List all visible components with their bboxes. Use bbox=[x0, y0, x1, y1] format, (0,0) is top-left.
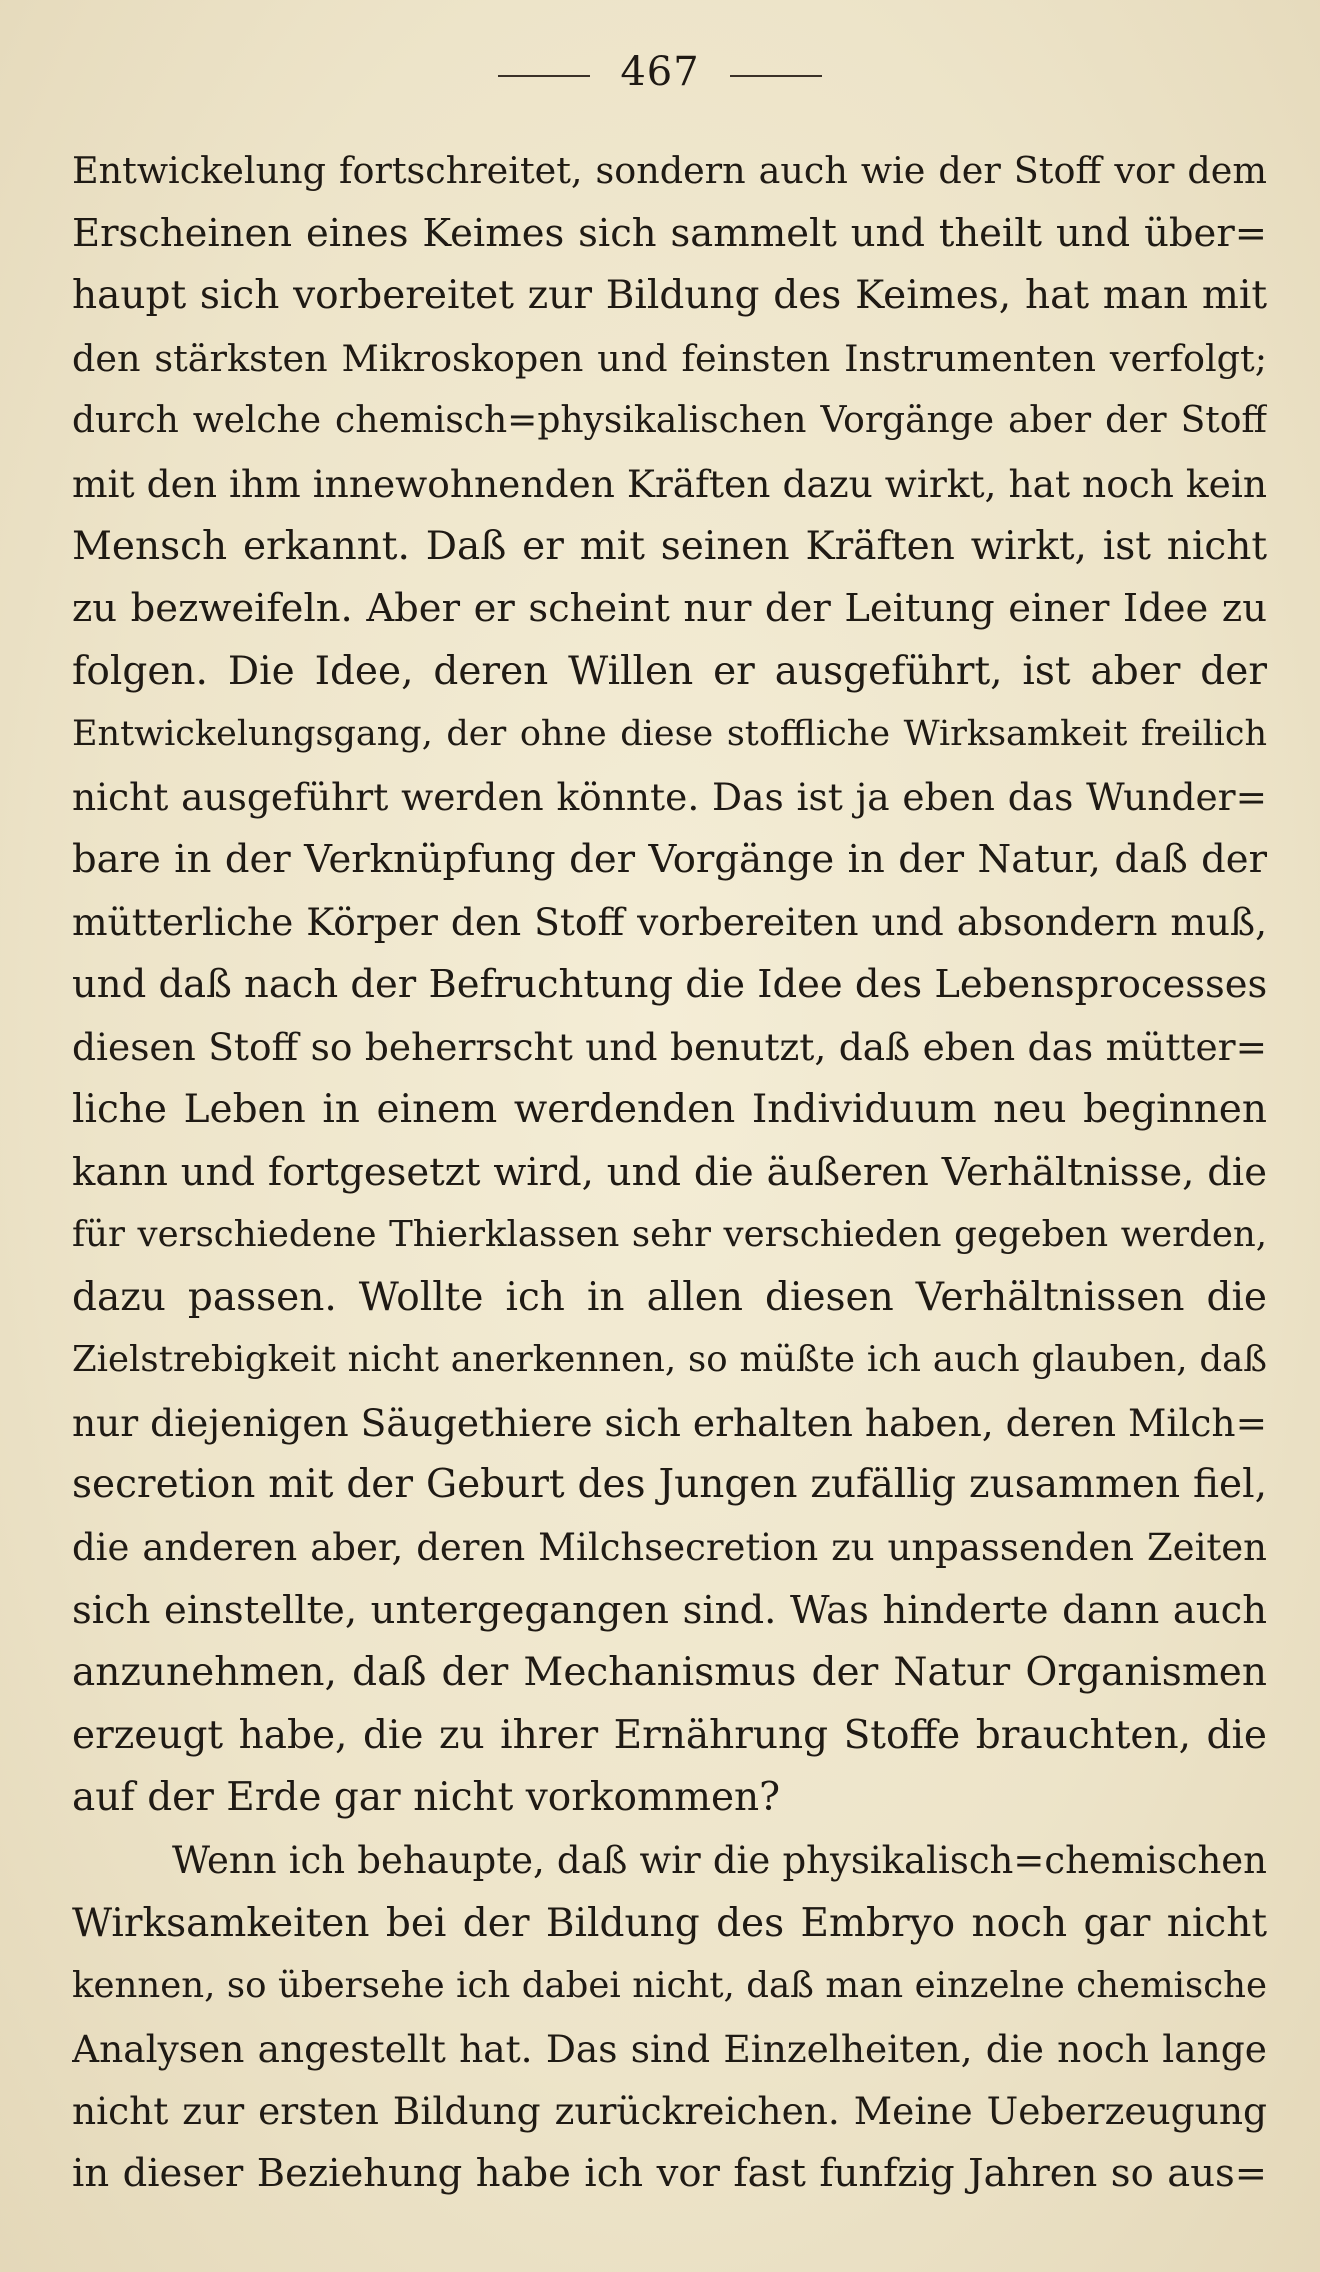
header-rule-right bbox=[730, 75, 822, 77]
text-line: Wirksamkeiten bei der Bildung des Embryo noch gar nicht bbox=[72, 1900, 1267, 1946]
text-line: sich einstellte, untergegangen sind. Was hinderte dann auch bbox=[72, 1587, 1267, 1633]
text-line: zu bezweifeln. Aber er scheint nur der Leitung einer Idee zu bbox=[72, 586, 1267, 632]
text-line: in dieser Beziehung habe ich vor fast funfzig Jahren so aus= bbox=[72, 2151, 1267, 2196]
text-line: Erscheinen eines Keimes sich sammelt und theilt und über= bbox=[72, 210, 1267, 256]
text-line: haupt sich vorbereitet zur Bildung des Keimes, hat man mit bbox=[72, 273, 1267, 319]
text-line: Analysen angestellt hat. Das sind Einzelheiten, die noch lange bbox=[72, 2026, 1267, 2071]
text-line: diesen Stoff so beherrscht und benutzt, daß eben das mütter= bbox=[72, 1025, 1267, 1070]
text-line: Zielstrebigkeit nicht anerkennen, so müßte ich auch glauben, daß bbox=[72, 1339, 1267, 1381]
text-line: liche Leben in einem werdenden Individuum neu beginnen bbox=[72, 1086, 1267, 1132]
text-line: Wenn ich behaupte, daß wir die physikalisch=chemischen bbox=[172, 1839, 1267, 1883]
text-line: nicht zur ersten Bildung zurückreichen. Meine Ueberzeugung bbox=[72, 2089, 1267, 2134]
text-line: mit den ihm innewohnenden Kräften dazu wirkt, hat noch kein bbox=[72, 461, 1267, 506]
text-line: die anderen aber, deren Milchsecretion zu unpassenden Zeiten bbox=[72, 1526, 1267, 1570]
text-line: dazu passen. Wollte ich in allen diesen Verhältnissen die bbox=[72, 1274, 1267, 1320]
text-line: Mensch erkannt. Daß er mit seinen Kräften wirkt, ist nicht bbox=[72, 523, 1267, 569]
text-line: folgen. Die Idee, deren Willen er ausgeführt, ist aber der bbox=[72, 648, 1267, 694]
text-line: Entwickelung fortschreitet, sondern auch wie der Stoff vor dem bbox=[72, 149, 1267, 192]
body-text bbox=[72, 140, 1267, 2206]
text-line: Entwickelungsgang, der ohne diese stoffliche Wirksamkeit freilich bbox=[72, 714, 1267, 755]
text-line: nicht ausgeführt werden könnte. Das ist ja eben das Wunder= bbox=[72, 774, 1267, 819]
text-line: mütterliche Körper den Stoff vorbereiten und absondern muß, bbox=[72, 900, 1267, 945]
page-number: 467 bbox=[620, 49, 700, 95]
text-line: für verschiedene Thierklassen sehr verschieden gegeben werden, bbox=[72, 1214, 1267, 1256]
text-line: kann und fortgesetzt wird, und die äußeren Verhältnisse, die bbox=[72, 1149, 1267, 1195]
text-line: nur diejenigen Säugethiere sich erhalten haben, deren Milch= bbox=[72, 1400, 1267, 1445]
text-line: erzeugt habe, die zu ihrer Ernährung Stoffe brauchten, die bbox=[72, 1712, 1267, 1758]
text-line: und daß nach der Befruchtung die Idee des Lebensprocesses bbox=[72, 961, 1267, 1007]
page-header bbox=[0, 44, 1320, 100]
paragraph-1 bbox=[72, 140, 1267, 1830]
text-line: auf der Erde gar nicht vorkommen? bbox=[72, 1775, 781, 1821]
text-line: anzunehmen, daß der Mechanismus der Natur Organismen bbox=[72, 1650, 1267, 1696]
text-line: den stärksten Mikroskopen und feinsten Instrumenten verfolgt; bbox=[72, 336, 1267, 380]
header-rule-left bbox=[498, 75, 590, 77]
text-line: secretion mit der Geburt des Jungen zufällig zusammen fiel, bbox=[72, 1462, 1267, 1508]
text-line: kennen, so übersehe ich dabei nicht, daß man einzelne chemische bbox=[72, 1965, 1267, 2007]
text-line: bare in der Verknüpfung der Vorgänge in der Natur, daß der bbox=[72, 836, 1267, 882]
paragraph-2 bbox=[72, 1830, 1267, 2206]
text-line: durch welche chemisch=physikalischen Vorgänge aber der Stoff bbox=[72, 400, 1267, 442]
